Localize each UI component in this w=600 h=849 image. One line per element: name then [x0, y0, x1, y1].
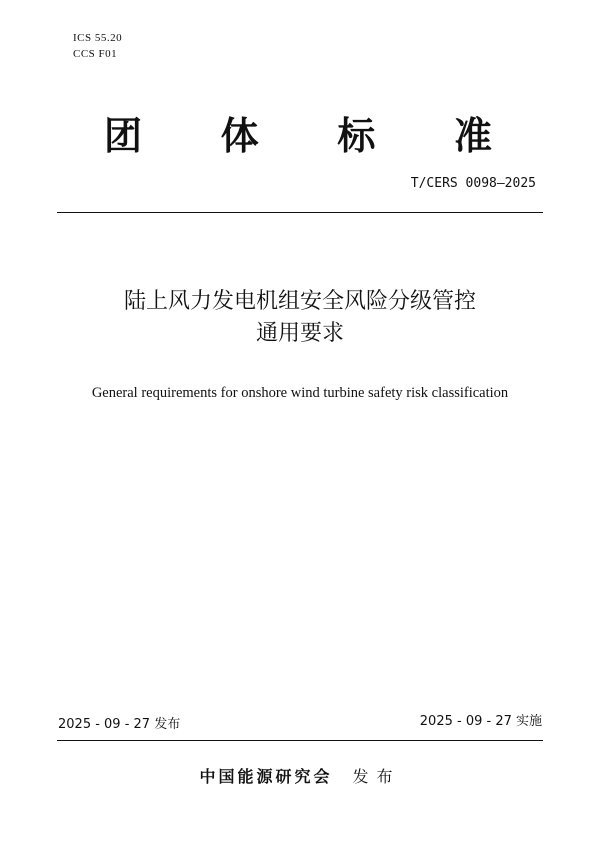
- chinese-title-line-1: 陆上风力发电机组安全风险分级管控: [123, 289, 476, 314]
- issue-date: 2025 - 09 - 27 发布: [58, 717, 181, 732]
- doc-type-char-4: 准: [453, 114, 492, 158]
- doc-type-char-1: 团: [104, 114, 143, 158]
- ics-code: ICS 55.20: [73, 32, 123, 44]
- standard-number: T/CERS 0098—2025: [410, 176, 536, 191]
- implementation-date: 2025 - 09 - 27 实施: [419, 714, 542, 729]
- english-title: General requirements for onshore wind turbine safety risk classification: [91, 385, 509, 401]
- doc-type-char-2: 体: [220, 114, 259, 158]
- footer-divider: [57, 740, 543, 741]
- chinese-title: [0, 286, 600, 350]
- document-type-heading: [60, 112, 540, 160]
- classification-codes: [73, 30, 122, 62]
- issuer-line: [0, 766, 600, 788]
- header-divider: [57, 212, 543, 213]
- chinese-title-line-2: 通用要求: [255, 321, 344, 346]
- ccs-code: CCS F01: [73, 48, 118, 60]
- issue-action: 发布: [352, 767, 401, 786]
- issuing-organization: 中国能源研究会: [199, 767, 333, 786]
- doc-type-char-3: 标: [337, 114, 376, 158]
